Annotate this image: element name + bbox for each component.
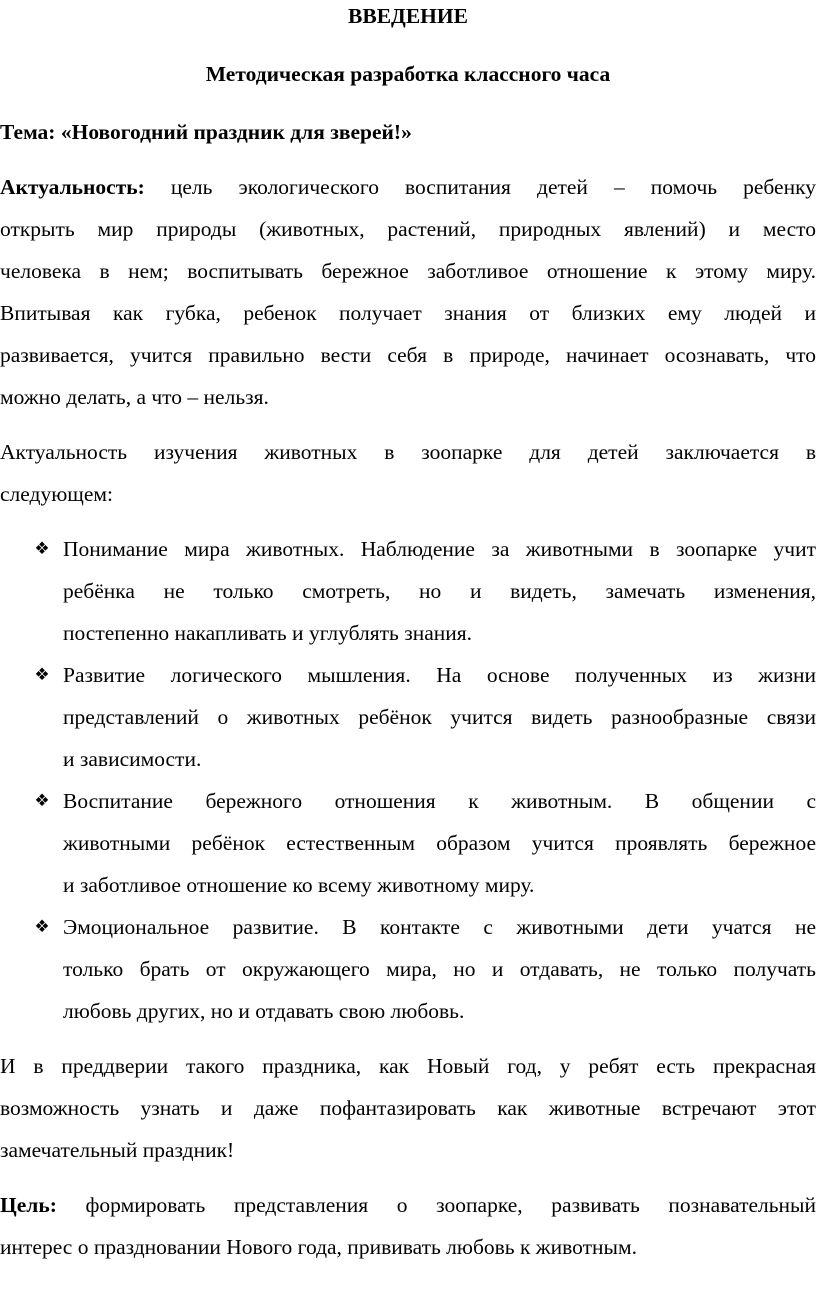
- bullet-diamond-icon: ❖: [34, 791, 50, 810]
- bullet-diamond-icon: ❖: [34, 539, 50, 558]
- relevance-line-6: можно делать, а что – нельзя.: [0, 385, 269, 409]
- bullet-diamond-icon: ❖: [34, 917, 50, 936]
- topic-text: «Новогодний праздник для зверей!»: [60, 120, 412, 144]
- bullet-4-line-3: любовь других, но и отдавать свою любовь.: [63, 999, 465, 1023]
- relevance-line-1: [0, 174, 816, 200]
- holiday-line-2: возможность узнать и даже пофантазировать как животные встречают этот: [0, 1096, 816, 1120]
- relevance-line-2: открыть мир природы (животных, растений, природных явлений) и место: [0, 217, 816, 241]
- topic-label: Тема:: [0, 120, 56, 144]
- bullet-diamond-icon: ❖: [34, 665, 50, 684]
- document-heading: ВВЕДЕНИЕ: [348, 4, 468, 28]
- holiday-line-3: замечательный праздник!: [0, 1138, 235, 1162]
- bullet-3-line-1: Воспитание бережного отношения к животным. В общении с: [63, 789, 816, 813]
- relevance-line-4: Впитывая как губка, ребенок получает знания от близких ему людей и: [0, 301, 816, 325]
- study-line-1: Актуальность изучения животных в зоопарке для детей заключается в: [0, 440, 816, 464]
- document-subheading: Методическая разработка классного часа: [205, 62, 611, 86]
- goal-line-1: [0, 1192, 816, 1218]
- goal-label: Цель:: [0, 1193, 57, 1217]
- relevance-text: цель экологического воспитания детей – помочь ребенку: [170, 175, 816, 199]
- goal-text: формировать представления о зоопарке, развивать познавательный: [85, 1193, 816, 1217]
- bullet-2-line-2: представлений о животных ребёнок учится видеть разнообразные связи: [63, 705, 816, 729]
- bullet-1-line-1: Понимание мира животных. Наблюдение за животными в зоопарке учит: [63, 537, 816, 561]
- bullet-3-line-2: животными ребёнок естественным образом учится проявлять бережное: [63, 831, 816, 855]
- relevance-label: Актуальность:: [0, 175, 145, 199]
- relevance-line-5: развивается, учится правильно вести себя в природе, начинает осознавать, что: [0, 343, 816, 367]
- bullet-1-line-2: ребёнка не только смотреть, но и видеть, замечать изменения,: [63, 579, 816, 603]
- holiday-line-1: И в преддверии такого праздника, как Новый год, у ребят есть прекрасная: [0, 1054, 816, 1078]
- study-line-2: следующем:: [0, 482, 113, 506]
- bullet-3-line-3: и заботливое отношение ко всему животному миру.: [63, 873, 535, 897]
- bullet-2-line-3: и зависимости.: [63, 747, 202, 771]
- bullet-4-line-2: только брать от окружающего мира, но и отдавать, не только получать: [63, 957, 816, 981]
- bullet-4-line-1: Эмоциональное развитие. В контакте с животными дети учатся не: [63, 915, 816, 939]
- bullet-2-line-1: Развитие логического мышления. На основе полученных из жизни: [63, 663, 816, 687]
- bullet-1-line-3: постепенно накапливать и углублять знания.: [63, 621, 473, 645]
- goal-line-2: интерес о праздновании Нового года, прививать любовь к животным.: [0, 1235, 637, 1259]
- topic-line: [0, 119, 816, 145]
- relevance-line-3: человека в нем; воспитывать бережное заботливое отношение к этому миру.: [0, 259, 816, 283]
